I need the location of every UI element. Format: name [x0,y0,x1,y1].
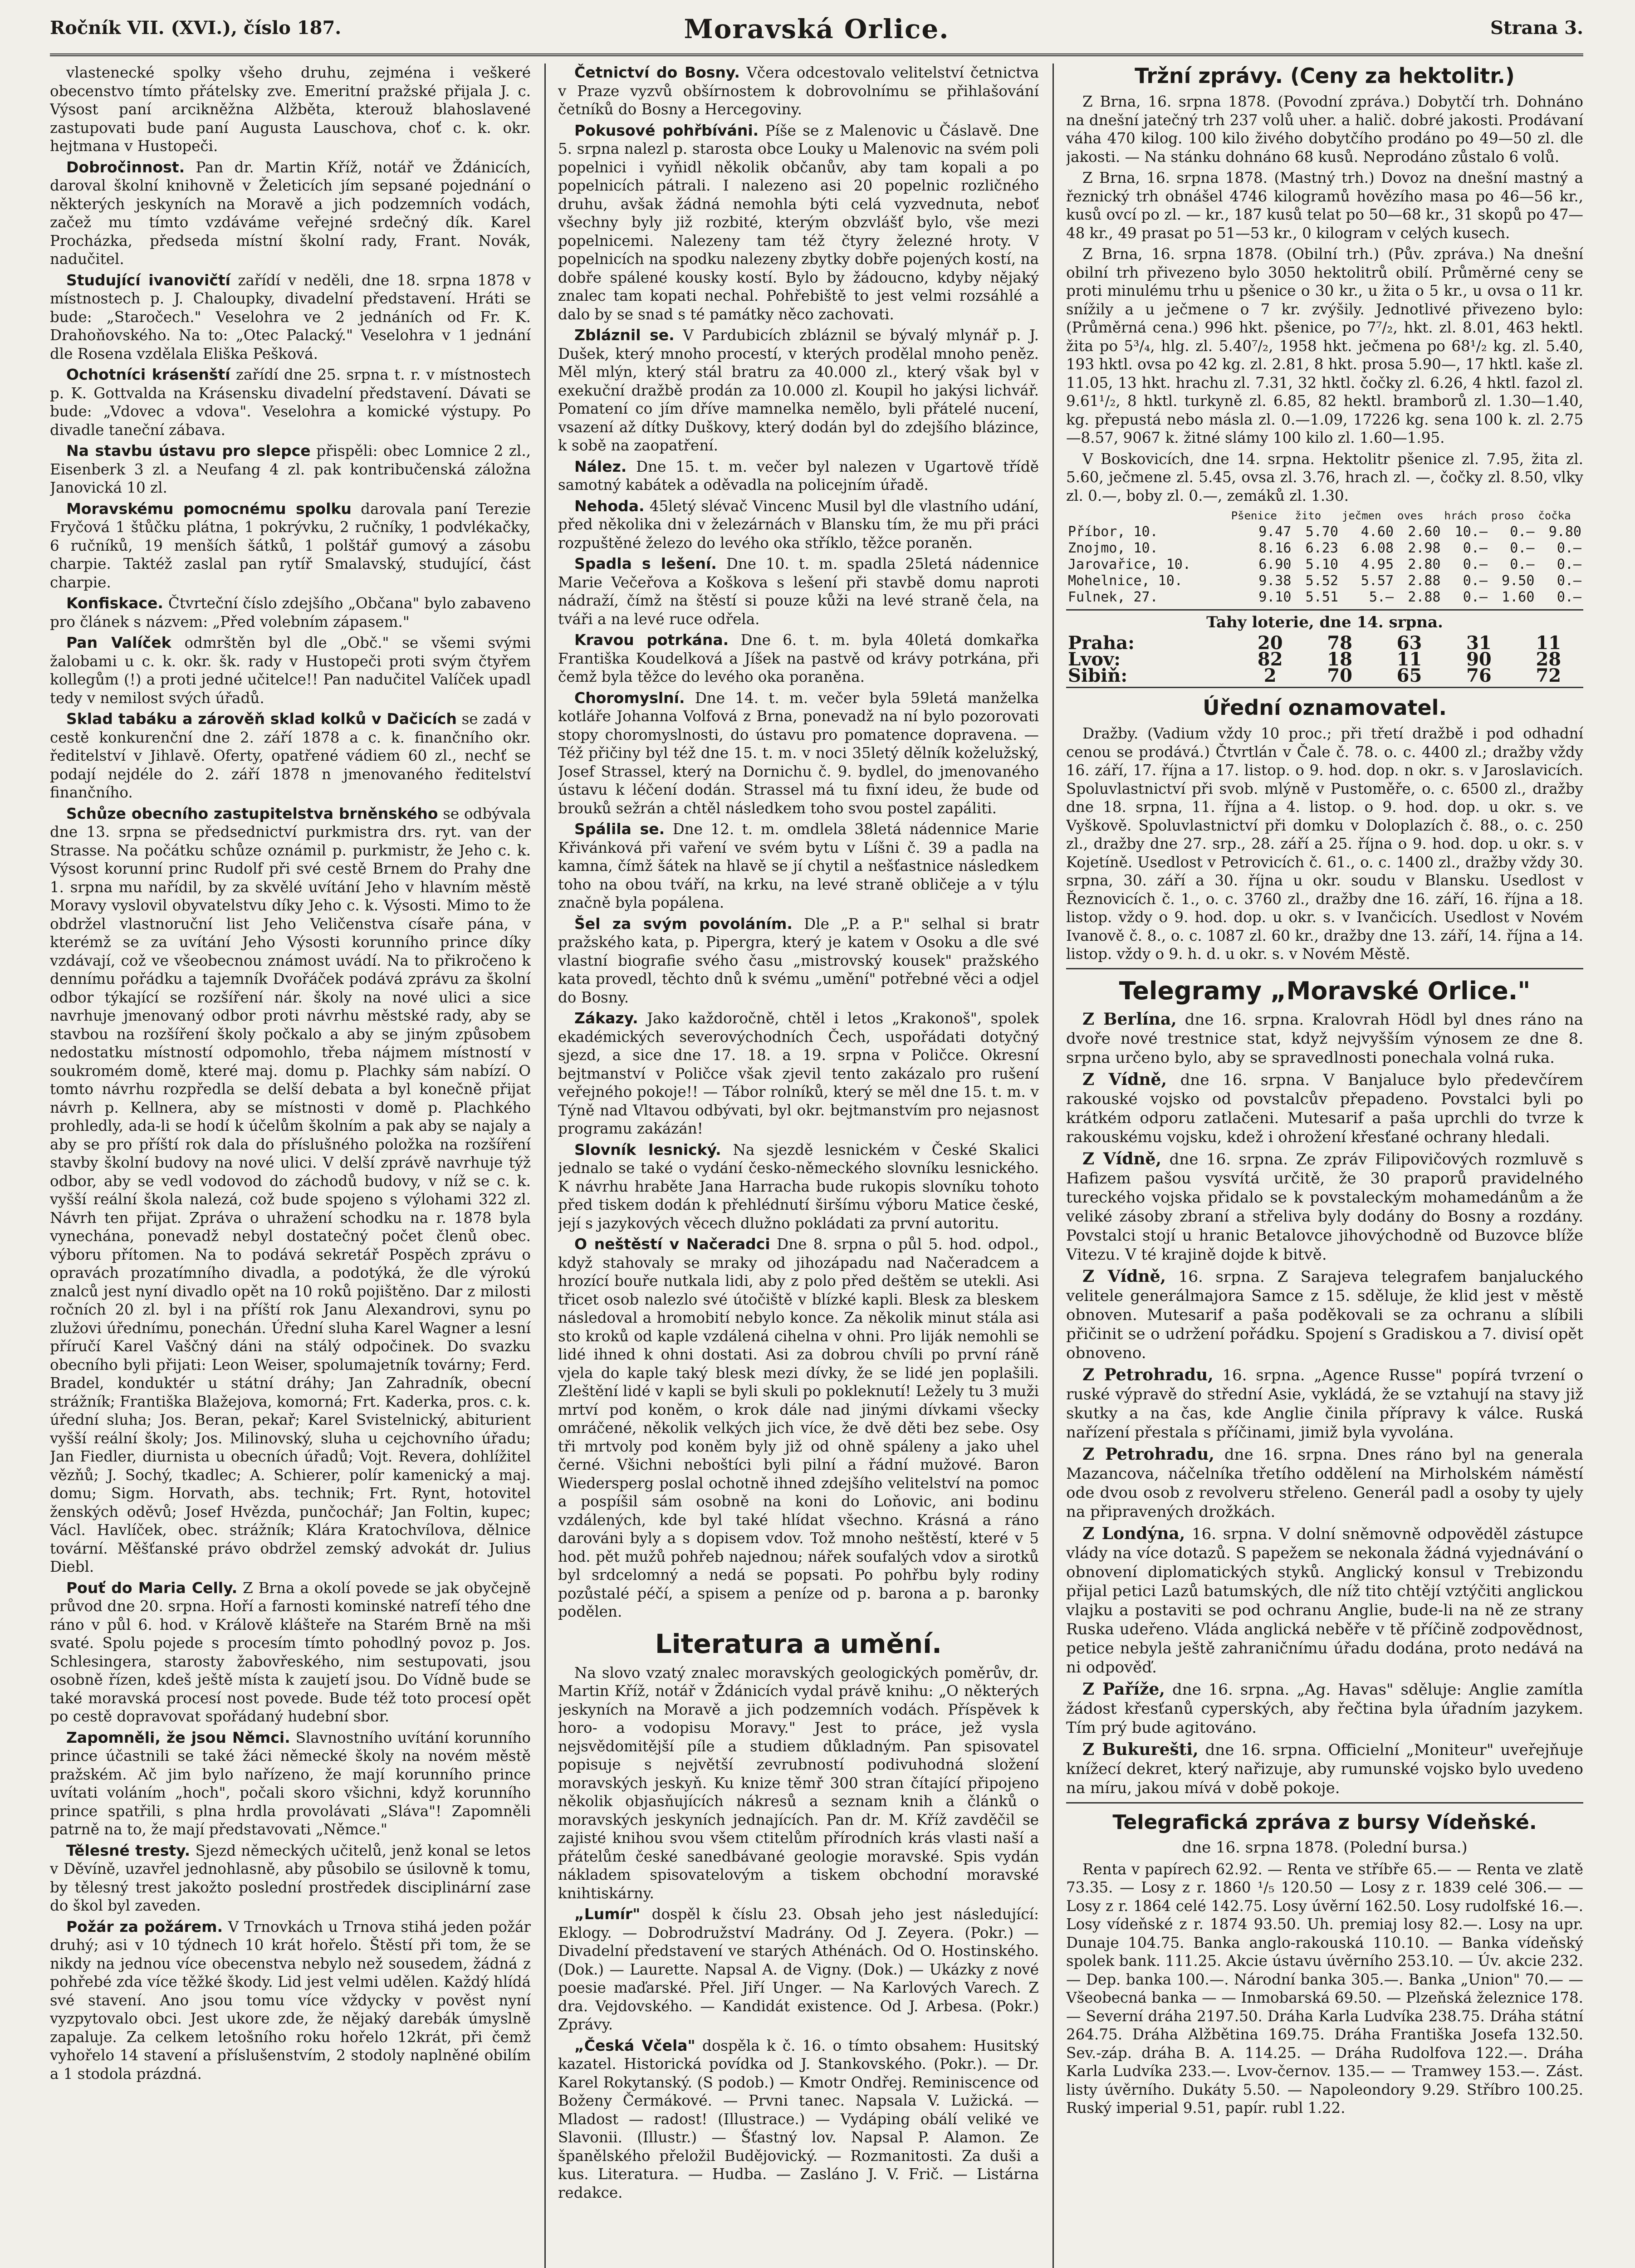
table-row [1066,557,1583,573]
article [50,710,531,802]
telegram-origin: Z Paříže, [1082,1679,1165,1699]
article-text: Dne 14. t. m. večer byla 59letá manželka kotláře Johanna Volfová z Brna, ponevadž na ní bylo pozorovati stopy choromyslnosti, do ústavu pro pomatence dopravena. — Též přičiny byl též dne 15. t. m. v noci 35letý dělník koželužský, Josef Strassel, který na Dornichu č. 9. bydlel, do jmenovaného ústavu k léčení dodán. Strassel má tu fixní ideu, že bude od brouků sežrán a chtěl následkem toho svou postel zapáliti. [558,689,1039,817]
article-text: přispěli: obec Lomnice 2 zl., Eisenberk 3 zl. a Neufang 4 zl. pak kontribučenská záložna Janovická 10 zl. [50,442,531,496]
article [50,442,531,497]
table-header: hrách [1444,509,1477,522]
section-title: Literatura a umění. [655,1628,942,1659]
article-heading: O neštěstí v Načeradci [574,1235,770,1253]
lottery-title: Tahy loterie, dne 14. srpna. [1206,613,1443,631]
article [558,631,1039,686]
table-cell: 5.52 [1305,573,1338,589]
article [50,1918,531,2083]
lottery-number: 20 [1257,632,1283,654]
article-text: zařídí v neděli, dne 18. srpna 1878 v místnostech p. J. Chaloupky, divadelní představení. Hráti se bude: „Staročech." Veselohra ve 2 jednáních od Fr. K. Drahoňovského. Na to: „Otec Palacký." Veselohra v 1 jednání dle Rosena vzdělala Eliška Pešková. [50,271,531,362]
article-heading: Pokusové pohřbíváni. [574,121,759,139]
bourse-title: Telegrafická zpráva z bursy Vídeňské. [1112,1810,1537,1834]
table-cell: 4.95 [1361,557,1394,572]
column-divider [1052,64,1054,2268]
article-heading: Zapomněli, že jsou Němci. [66,1728,290,1746]
telegram-origin: Z Vídně, [1082,1266,1166,1286]
telegram-origin: Z Petrohradu, [1082,1444,1214,1464]
article-text: Dne 15. t. m. večer byl nalezen v Ugartově třídě samotný kabátek a oděvadla na policejním úřadě. [558,458,1039,494]
newspaper-title: Moravská Orlice. [684,14,950,44]
telegram [1066,1680,1583,1737]
lottery-number: 72 [1536,665,1562,686]
article-text: V Trnovkách u Trnova stihá jeden požár druhý; asi v 10 týdnech 10 krát hořelo. Štěstí při tom, že se nikdy na jednou více obecenstva nebylo než sousedem, žádná z pohřebé zda více těžké škody. Lid jest velmi udělen. Každý hlídá své stavení. Ano jsou tomu více vždycky v pověst nyní vyzpytovalo obci. Jest ukore zde, že nějaký darebák úmyslně zapaluje. Za celkem letošního roku hořelo 12krát, při čemž vyhořelo 14 stavení a příslušenstvím, 2 stodoly naplněné obilím a 1 stodola prázdná. [50,1918,531,2082]
table-cell: 2.80 [1408,557,1441,572]
telegram-text: 16. srpna. V dolní sněmovně odpověděl zástupce vlády na více dotazů. S papežem se nekonala žádná vyjednávání o obnovení diplomatických styků. Anglický konsul v Trebizondu přijal petici Lazů batumských, dle níž tito chtějí vztýčiti anglickou vlajku a postaviti se pod ochranu Anglie, bude-li na ně ze strany Ruska udeřeno. Vláda anglická neběře v tě příčině zodpovědnost, petice nebyla ještě zahraničnímu úřadu dodána, proto nedává na ni odpověď. [1066,1525,1583,1677]
article-heading: Moravskému pomocnému spolku [66,499,352,518]
article-heading: Dobročinnost. [66,158,185,176]
article-heading: Konfiskace. [66,594,163,612]
article-text: Dne 10. t. m. spadla 25letá nádennice Marie Večeřova a Koškova s lešení při stavbě domu naproti nádraží, čímž na štěstí si pouze kůži na levé straně čela, na tváři a na levé ruce odřela. [558,555,1039,628]
lottery-number: 65 [1396,665,1422,686]
article [50,1842,531,1915]
telegram-text: dne 16. srpna. Kralovrah Hödl byl dnes ráno na dvoře nové trestnice stat, když nejvyšším výnosem ze dne 8. srpna určeno bylo, aby se spravedlnosti ponechala volná ruka. [1066,1010,1583,1067]
table-cell: 6.23 [1305,540,1338,556]
article-text: 45letý slévač Vincenc Musil byl dle vlastního udání, před několika dni v železárnách v Blansku tím, že mu při práci rozpuštěné železo do levého oka stříklo, těžce poraněn. [558,497,1039,552]
article-text: darovala paní Terezie Fryčová 1 štůčku plátna, 1 pokrývku, 2 ručníky, 1 podvlékačky, 6 ručníků, 19 menších šátků, 1 polštář gumový a zásobu charpie. Taktéž zaslal pan rytíř Smalavský, studující, část charpie. [50,500,531,591]
article-heading: „Česká Včela" [574,2036,695,2054]
telegram-text: 16. srpna. „Agence Russe" popírá tvrzení o ruské výpravě do střední Asie, vykládá, že se vztahují na stavy již skutky a na čas, kde Anglie činila přípravy k válce. Ruská nařízení přestala s příčinami, jimiž byla vyvolána. [1066,1366,1583,1442]
lottery-number: 28 [1536,649,1562,670]
article-text: Dne 8. srpna o půl 5. hod. odpol., když stahovaly se mraky od jihozápadu nad Načeradcem a hrozící bouře nutkala lidi, aby z polo před deštěm se utekli. Asi třicet osob nalezlo své útočiště v blízké kapli. Blesk za bleskem následoval a hromobití nebylo konce. Za několik minut stála asi sto kroků od kaple vzdálená cihelna v ohni. Pro liják nemohli se lidé ihned k ohni dostati. Asi za dobrou chvíli po první ráně vjela do kaple taký blesk mezi dívky, že se lidé jen poplašili. Zleštění lidé v kapli se byli skuli po pokleknutí! Ležely tu 3 muži mrtví pod koněm, o krok dále nad jinými dívkami všecky omráčené, několik velkých jich více, že dvě děti bez sebe. Osy tři mrtvoly pod koněm byly již od ohně spáleny a jako uhel černé. Všichni neboštíci byli pilní a řádní mužové. Baron Wiedersperg poslal ochotně ihned zdejšího velitelství na pomoc a pospíšil sám osobně na koni do Loňovic, ani bodinu vzdálených, kde byl také hlídat všechno. Krásná a ráno darováni byly a s dopisem vdov. Tož mnoho neštěstí, které v 5 hod. pět mužů pohřeb najednou; nářek soufalých vdov a sirotků byl srdcelomný a nedá se popsati. Po pohřbu byly rodiny pozůstalé péčí, a spisem a peníze od p. barona a p. baronky podělen. [558,1236,1039,1620]
table-cell: 2.60 [1408,524,1441,540]
market-report: V Boskovicích, dne 14. srpna. Hektolitr pšenice zl. 7.95, žita zl. 5.60, ječmene zl. 5.45, ovsa zl. 3.76, hrach zl. —, čočky zl. 8.50, vlky zl. 0.—, boby zl. 0.—, zemáků zl. 1.30. [1066,450,1583,504]
article [558,1235,1039,1621]
lottery-number: 82 [1257,649,1283,670]
table-cell: Fulnek, 27. [1068,589,1158,605]
article-heading: Pouť do Maria Celly. [66,1579,238,1597]
table-header: Pšenice [1231,509,1277,522]
market-reports-title: Tržní zprávy. (Ceny za hektolitr.) [1135,64,1515,88]
telegram [1066,1445,1583,1521]
lottery-number: 90 [1466,649,1492,670]
telegram-origin: Z Petrohradu, [1082,1365,1214,1384]
article-text: dospěl k číslu 23. Obsah jeho jest následující: Eklogy. — Dobrodružství Madrány. Od J. Zeyera. (Pokr.) — Divadelní představení ve starých Athénách. Od O. Hostinského. (Dok.) — Laurette. Napsal A. de Vigny. (Dok.) — Ukázky z nové poesie maďarské. Přel. Jiří Unger. — Na Karlových Varech. Z dra. Vejdovského. — Kandidát existence. Od J. Arbesa. (Pokr.) Zprávy. [558,1906,1039,2033]
article-text: Slavnostního uvítání korunního prince účastnili se také žáci německé školy na novém městě pražském. Ač jim bylo nařízeno, že mají korunního prince uvítati voláním „hoch", počali skoro všichni, když korunního prince spatřili, s plna hrdla provolávati „Sláva"! Zapomněli patrně na to, že mají představovati „Němce." [50,1729,531,1838]
bourse-subtitle: dne 16. srpna 1878. (Polední bursa.) [1182,1838,1468,1857]
lottery-city: Sibiň: [1068,665,1128,686]
lottery-city: Praha: [1068,632,1135,654]
table-cell: 0.— [1557,540,1581,556]
table-row [1066,540,1583,557]
table-cell: 0.— [1510,524,1535,540]
lottery-city: Lvov: [1068,649,1121,670]
table-cell: 0.— [1463,540,1488,556]
article [558,1141,1039,1233]
divider [1066,968,1583,969]
article-text: Dne 6. t. m. byla 40letá domkařka Františka Koudelková a Jíšek na pastvě od krávy potrkána, při čemž byla těžce do levého oka poraněna. [558,631,1039,685]
lottery-number: 78 [1327,632,1352,654]
telegram [1066,1524,1583,1677]
table-cell: 0.— [1510,540,1535,556]
article [50,634,531,707]
issue-info: Ročník VII. (XVI.), číslo 187. [50,17,342,39]
grain-price-table [1066,508,1583,606]
table-cell: 0.— [1557,557,1581,572]
table-cell: 2.98 [1408,540,1441,556]
divider [1066,1802,1583,1804]
table-cell: 0.— [1463,557,1488,572]
article-text: Čtvrteční číslo zdejšího „Občana" bylo zabaveno pro článek s názvem: „Před volebním zápasem." [50,595,531,631]
lottery-box [1066,609,1583,688]
table-header: žito [1295,509,1322,522]
table-row [1066,589,1583,606]
column-1 [50,64,531,2268]
article-heading: Zákazy. [574,1009,638,1027]
telegram-origin: Z Vídně, [1082,1149,1161,1168]
table-cell: 2.88 [1408,589,1441,605]
table-cell: 5.57 [1361,573,1394,589]
page-number: Strana 3. [1490,17,1583,39]
table-cell: 5.70 [1305,524,1338,540]
article [50,1579,531,1726]
table-header: čočka [1538,509,1571,522]
telegram [1066,1070,1583,1147]
table-cell: Znojmo, 10. [1068,540,1158,556]
telegrams [1066,1010,1583,1798]
article-heading: Spálila se. [574,820,665,838]
article-heading: Zbláznil se. [574,326,675,344]
market-report: Z Brna, 16. srpna 1878. (Mastný trh.) Dovoz na dnešní mastný a řeznický trh obnášel 4746 kilogramů hovězího masa po 46—56 kr., kusů ovcí po zl. — kr., 187 kusů telat po 50—68 kr., 31 skopů po 47—48 kr., 49 prasat po 51—53 kr., 0 kilogram v celých kusech. [1066,169,1583,242]
table-row [1066,524,1583,540]
article [558,915,1039,1007]
article-text: Na slovo vzatý znalec moravských geologických poměrův, dr. Martin Kříž, notář v Ždánicích vydal právě knihu: „O některých jeskyních na Moravě a jich podzemních vodách. Příspěvek k horo- a vodopisu Moravy." Jest to práce, jež vysla nejsvědomitější píle a studiem důkladným. Pan spisovatel popisuje s největší zevrubností podivuhodná složení moravských jeskyň. Ku knize těmř 300 stran čítající připojeno několik objasňujících nákresů a seznam knih a článků o moravských jeskyních jednajících. Pan dr. M. Kříž zavděčil se zajisté knihou svou všem ctitelům přírodních krás vlasti naší a přátelům české sanedbávané geologie moravské. Spis vydán nákladem spisovatelovým a tiskem obchodní moravské knihtiskárny. [558,1664,1039,1902]
article [50,805,531,1576]
table-cell: 9.10 [1258,589,1292,605]
article-text: Dle „P. a P." selhal si bratr pražského kata, p. Pipergra, který je katem v Osoku a dle své vlastní biografie svého času „mistrovský kousek" pražského kata provedl, těchto dnů k svému „umění" potřebné věci a odjel do Bosny. [558,915,1039,1006]
article [558,64,1039,119]
article-heading: Schůze obecního zastupitelstva brněnského [66,804,438,822]
table-header [1066,508,1229,524]
table-header: oves [1397,509,1424,522]
article-text: V Pardubicích zbláznil se bývalý mlynář p. J. Dušek, který mnoho procestí, v kterých prodělal mnoho peněz. Měl mlýn, který stál bratru za 40.000 zl., který však byl v exekuční dražbě prodán za 10.000 zl. Koupil ho jakýsi lichvář. Pomatení co jím dříve mamnelka nemělo, byli přátelé nucení, vsazení až dítky Duškovy, který dodán byl do zdejšího blázince, k sobě na zaopatření. [558,327,1039,454]
article-text: dospěla k č. 16. o tímto obsahem: Husitský kazatel. Historická povídka od J. Stankovského. (Pokr.). — Dr. Karel Rokytanský. (S podob.) — Kmotr Ondřej. Reminiscence od Boženy Čermákové. — Prvni tanec. Napsala V. Lužická. — Mladost — radost! (Illustrace.) — Vydáping obálí veliké ve Slavonii. (Illustr.) — Šťastný lov. Napsal P. Alamon. Ze španělského přeložil Budějovický. — Rozmanitosti. Za duši a kus. Literatura. — Hudba. — Zasláno J. V. Frič. — Listárna redakce. [558,2037,1039,2201]
table-cell: 0.— [1557,573,1581,589]
market-report: Z Brna, 16. srpna 1878. (Povodní zpráva.) Dobytčí trh. Dohnáno na dnešní jatečný trh 237 volů uher. a halič. dobré jakosti. Prodávaní váha 470 kilog. 100 kilo živého dobytčího prodáno po 49—50 zl. dle jakosti. — Na stánku dohnáno 68 kusů. Neprodáno zůstalo 6 volů. [1066,93,1583,166]
market-report: Z Brna, 16. srpna 1878. (Obilní trh.) (Pův. zpráva.) Na dnešní obilní trh přivezeno bylo 3050 hektolitrů obilí. Průměrné ceny se proti minulému trhu u pšenice o 30 kr., u žita o 5 kr., u ovsa o 11 kr. snížily a u ječmene o 7 kr. zvýšily. Jednotlivé přivezeno bylo: (Průměrná cena.) 996 hkt. pšenice, po 7⁷/₂, hkt. zl. 8.01, 463 hektl. žita po 5³/₄, hlg. zl. 5.40⁷/₂, 1958 hkt. ječmena po 68¹/₂ kg. zl. 5.40, 193 hktl. ovsa po 42 kg. zl. 2.81, 8 hkt. prosa 5.90—, 17 hktl. kaše zl. 11.05, 13 hkt. hrachu zl. 7.31, 32 hktl. čočky zl. 6.26, 4 hktl. fazol zl. 9.61¹/₂, 8 hktl. turkyně zl. 6.85, 82 hektl. bramborů zl. 1.30—1.40, kg. přepustá nebo másla zl. 0.—1.09, 17226 kg. sena 100 k. zl. 2.75—8.57, 9067 k. žitné slámy 100 kilo zl. 1.60—1.95. [1066,245,1583,446]
telegram-text: 16. srpna. Z Sarajeva telegrafem banjaluckého velitele generálmajora Samce z 15. sděluje, že klid jest v městě obnoven. Mutesarif a paša poděkovali se za ochranu a slíbili přičinit se o udržení pořádku. Spojení s Gradiskou a 7. divisí opět obnoveno. [1066,1267,1583,1362]
running-header [50,13,1583,54]
article [558,458,1039,494]
article [558,2037,1039,2202]
article-heading: Studující ivanovičtí [66,271,230,289]
article-text: se zadá v cestě konkurenční dne 2. září 1878 a c. k. finančního okr. ředitelství v Jihlavě. Oferty, opatřené vádiem 60 zl., nechť se podají nejdéle do 2. září 1878 n jmenovaného ředitelství finančního. [50,710,531,801]
article [558,1009,1039,1138]
lottery-row [1066,651,1583,668]
lottery-number: 11 [1396,649,1422,670]
article-text: odmrštěn byl dle „Obč." se všemi svými žalobami u c. k. okr. šk. rady v Hustopeči proti svým čtyřem kollegům (!) a proti jedné učitelce!! Pan nadučitel Valíček upadl tedy v nemilost svých úřadů. [50,634,531,707]
table-cell: 0.— [1463,589,1488,605]
article-heading: Nehoda. [574,497,645,515]
table-cell: 5.10 [1305,557,1338,572]
article [50,1729,531,1839]
telegram-text: dne 16. srpna. Officielní „Moniteur" uveřejňuje knížecí dekret, který nařizuje, aby rumunské vojsko bylo uvedeno na míru, jakou mívá v době pokoje. [1066,1740,1583,1797]
article [50,64,531,156]
article-heading: Tělesné tresty. [66,1841,191,1859]
article-heading: Slovník lesnický. [574,1140,721,1158]
article [50,158,531,269]
table-header: proso [1491,509,1524,522]
column-3 [1066,64,1583,2268]
table-cell: 0.— [1557,589,1581,605]
telegrams-title: Telegramy „Moravské Orlice." [1119,976,1531,1005]
article-heading: Četnictví do Bosny. [574,64,740,81]
article [558,1905,1039,2034]
header-rule [50,54,1583,56]
article-text: Dne 12. t. m. omdlela 38letá nádennice Marie Křivánková při vaření ve svém bytu v Líšni č. 39 a padla na kamna, čímž šátek na hlavě se jí chytil a nešťastnice následkem toho na obou tváří, na krku, na levé straně obličeje a v týlu značně byla popálena. [558,821,1039,911]
telegram-text: dne 16. srpna. V Banjaluce bylo předevčírem rakouské vojsko od povstalcův přepadeno. Povstalci byli po krátkém odporu zatlačeni. Mutesarif a paša uprchli do tvrze k rakouskému vojsku, kdež i ohrožení křesťané ochrany hledali. [1066,1070,1583,1146]
article-heading: Kravou potrkána. [574,631,729,649]
table-header: ječmen [1341,509,1381,522]
table-cell: 5.51 [1305,589,1338,605]
article [558,497,1039,552]
table-cell: 2.88 [1408,573,1441,589]
article-heading: Ochotníci krásenští [66,366,230,383]
article [558,555,1039,628]
lottery-number: 31 [1466,632,1492,654]
telegram-origin: Z Bukurešti, [1082,1740,1199,1759]
article-heading: Šel za svým povoláním. [574,914,793,933]
table-cell: 0.— [1463,573,1488,589]
table-cell: 4.60 [1361,524,1394,540]
article-heading: Nález. [574,457,627,475]
table-row [1066,573,1583,589]
table-cell: 9.50 [1502,573,1535,589]
table-cell: 0.— [1510,557,1535,572]
table-cell: 10.— [1454,524,1488,540]
official-notices-text: Dražby. (Vadium vždy 10 proc.; při třetí dražbě i pod odhadní cenou se prodává.) Čtvrtlán v Čale č. 78. o. c. 4400 zl.; dražby vždy 16. září, 17. října a 17. listop. o 9. hod. dop. n okr. s. v Jaroslavicích. Spoluvlastnictví při svob. mlýně v Pustoměře, o. c. 6500 zl., dražby dne 18. srpna, 11. října a 4. listop. o 9. hod. dop. u okr. s. ve Vyškově. Spoluvlastnictví při domku v Doloplazích č. 88., o. c. 250 zl., dražby dne 27. srp., 28. září a 25. října o 9. hod. dop. u okr. s. v Kojetíně. Usedlost v Petrovicích č. 61., o. c. 1400 zl., dražby vždy 30. srpna, 30. září a 30. října u okr. soudu v Blansku. Usedlost v Řeznovicích č. 1., o. c. 3760 zl., dražby dne 16. září, 16. října a 18. listop. vždy o 9. hod. dop. u okr. s. v Ivančicích. Usedlost v Novém Ivanově č. 8., o. c. 1087 zl. 60 kr., dražby dne 13. září, 14. října a 14. listop. vždy o 9. h. d. u okr. s. v Novém Městě. [1066,725,1583,963]
table-cell: Příbor, 10. [1068,524,1158,540]
table-cell: 9.47 [1258,524,1292,540]
table-cell: 9.80 [1548,524,1581,540]
lottery-row [1066,668,1583,684]
article-heading: Choromyslní. [574,689,685,707]
article-heading: Pan Valíček [66,634,171,651]
article-heading: Sklad tabáku a zárověň sklad kolků v Dačicích [66,710,457,728]
article-text: Pan dr. Martin Kříž, notář ve Ždánicích, daroval školní knihovně v Želeticích jím sepsané pojednání o některých jeskyních na Moravě a jich podzemních vodách, začež mu tímto vzdáváme veřejné srdečný dík. Karel Procházka, předseda místní školní rady, Frant. Novák, nadučitel. [50,158,531,268]
telegram-origin: Z Vídně, [1082,1070,1167,1089]
article-text: Včera odcestovalo velitelství četnictva v Praze vyzvů obšírnostem k dobrovolnímu se přihlašování četníků do Bosny a Hercegoviny. [558,64,1039,118]
official-notices-title: Úřední oznamovatel. [1203,695,1447,720]
table-cell: 5.— [1369,589,1394,605]
table-cell: Jarovařice, 10. [1068,557,1191,572]
article-text: Sjezd německých učitelů, jenž konal se letos v Děvíně, uzavřel jednohlasně, aby působilo se úsilovně k tomu, by tělesný trest jakožto poslední prostředek disciplinární zase do škol byl zaveden. [50,1842,531,1914]
telegram-text: dne 16. srpna. Ze zpráv Filipovičových rozmluvě s Hafizem pašou vysvítá určitě, že 30 praporů pravidelného tureckého vojska přidalo se k povstaleckým mohamedánům a že veliké zásoby zbraní a střeliva byly dodány do Bosny a rozdány. Povstalci stojí u hranic Betalovce jihovýchodně od Buzovce blíže Vitezu. V té krajině dojde k bitvě. [1066,1150,1583,1264]
telegram [1066,1740,1583,1798]
article-heading: Na stavbu ústavu pro slepce [66,442,311,459]
table-cell: 1.60 [1502,589,1535,605]
article-heading: „Lumír" [574,1905,641,1923]
telegram [1066,1010,1583,1067]
article-text: Na sjezdě lesnickém v České Skalici jednalo se také o vydání česko-německého slovníku lesnického. K návrhu hraběte Jana Harracha bude rukopis slovníku tohoto před tiskem dodán k přehlédnutí širšímu výboru Matice české, její s jazykových věcech dlužno pokládati za první autoritu. [558,1141,1039,1232]
bourse-text: Renta v papírech 62.92. — Renta ve stříbře 65.— — Renta ve zlatě 73.35. — Losy z r. 1860 ¹/₅ 120.50 — Losy z r. 1839 celé 306.— — Losy z r. 1864 celé 142.75. Losy úvěrní 162.50. Losy rudolfské 16.—. Losy vídeňské z r. 1874 93.50. Uh. premiaj losy 82.—. Losy na upr. Dunaje 104.75. Banka anglo-rakouská 110.10. — Banka vídeňský spolek bank. 111.25. Akcie ústavu úvěrního 253.10. — Úv. akcie 232.— Dep. banka 100.—. Národní banka 305.—. Banka „Union" 70.— — Všeobecná banka — — Inmobarská 69.50. — Plzeňská železnice 178.— Severní dráha 2197.50. Dráha Karla Ludvíka 238.75. Dráha státní 264.75. Dráha Alžbětina 169.75. Dráha Františka Josefa 132.50. Sev.-záp. dráha B. A. 114.25. — Dráha Rudolfova 122.—. Dráha Karla Ludvíka 233.—. Lvov-černov. 135.— — Tramwey 153.—. Zást. listy úvěrního. Dukáty 5.50. — Napoleondory 9.29. Stříbro 100.25. Ruský imperial 9.51, papír. rubl 1.22. [1066,1860,1583,2116]
lottery-number: 2 [1263,665,1277,686]
lottery-row [1066,635,1583,651]
telegram-text: dne 16. srpna. Dnes ráno byl na generala Mazancova, náčelníka třetího oddělení na Mirholském náměstí ode dvou osob z revolveru střeleno. Generál padl a osoby ty ujely na připravených drožkách. [1066,1445,1583,1521]
article-heading: Požár za požárem. [66,1917,223,1936]
telegram [1066,1267,1583,1363]
article [558,820,1039,912]
article [558,689,1039,818]
lottery-number: 18 [1327,649,1352,670]
telegram [1066,1149,1583,1264]
article-text: zařídí dne 25. srpna t. r. v místnostech p. K. Gottvalda na Krásensku divadelní představení. Dávati se bude: „Vdovec a vdova". Veselohra a komické výstupy. Po divadle taneční zábava. [50,366,531,439]
telegram [1066,1365,1583,1442]
article-heading: Spadla s lešení. [574,555,717,572]
lottery-number: 11 [1536,632,1562,654]
article [558,122,1039,324]
market-reports [1066,93,1583,505]
telegram-origin: Z Berlína, [1082,1009,1177,1029]
article [558,326,1039,455]
lottery-number: 76 [1466,665,1492,686]
table-cell: 6.08 [1361,540,1394,556]
table-cell: 9.38 [1258,573,1292,589]
table-cell: Mohelnice, 10. [1068,573,1183,589]
lottery-number: 70 [1327,665,1352,686]
column-divider [544,64,546,2268]
article [50,594,531,631]
article-text: se odbývala dne 13. srpna se předsednictví purkmistra drs. ryt. van der Strasse. Na počátku schůze oznámil p. purkmistr, že Jeho c. k. Výsost korunní princ Rudolf při své cestě Brnem do Prahy dne 1. srpna mu nařídil, by za skvělé uvítání Jeho v hlavním městě Moravy vyslovil obyvatelstvu díky Jeho c. k. Výsosti. Mimo to že obdržel vlastnoruční list Jeho Veličenstva císaře pána, v kterémž se za uvítání Jeho Výsosti korunního prince díky vzdávají, což ve všeobecnou známost uvádí. Na to přikročeno k dennímu pořádku a tajemník Dvořáček podává zprávu za školní odbor týkající se rozšíření nár. školy na nové ulici a sice navrhuje jmenovaný odbor proti návrhu městské rady, aby se stavbou na rozšíření školy počkalo a aby se jiným způsobem nedostatku místností odpomohlo, třeba nájmem místností v soukromém domě, které maj. domu p. Plachky sám nabízí. O tomto návrhu rozpředla se delší debata a byl konečně přijat návrh p. Kellnera, aby se místnosti v domě p. Plachkého prohledly, ada-li se hodí k účelům školním a pak aby se najaly a aby se pro příští rok dala do příslušného položka na rozšíření stavby školní budovy na nové ulici. V delší zprávě navrhuje týž odbor, aby se vedl vodovod do záchodů budovy, v níž se c. k. vyšší reální škola nalezá, což bude spojeno s výlohami 322 zl. Návrh ten přijat. Zpráva o uhražení schodku na r. 1878 byla vynechána, ponevadž nebyl dostatečný počet členů obec. výboru přítomen. Na to podává sekretář Pospěch zprávu o opravách prozatímního divadla, a podotýká, že dle výrokú znalců jest nyní divadlo opět na 10 roků pojištěno. Dar z milosti ročních 20 zl. byl i na příští rok Janu Alexandrovi, synu po zlužovi úřednímu, ponechán. Úřední sluha Karel Wagner a lesní příručí Karel Vaščný dáni na stálý odpočinek. Do svazku obecního byli přijati: Leon Weiser, spolumajetník továrny; Ferd. Bradel, konduktér u státní dráhy; Jan Zahradník, obecní strážník; Františka Blažejova, komorná; Frt. Kaderka, pros. c. k. úřední sluha; Jos. Beran, pekař; Karel Svistelnický, abiturient vyšší reální školy; Jos. Milinovský, sluha u cejchovního úřadu; Jan Fiedler, diurnista u obecních úřadů; Vojt. Revera, dohlížitel vězňů; J. Sochý, tkadlec; A. Schierer, polír kamenický a maj. domu; Sigm. Horvath, abs. technik; Frt. Rynt, hotovitel ženských oděvů; Josef Hvězda, punčochář; Jan Foltin, kupec; Václ. Havlíček, obec. strážník; Klára Kratochvílova, dělnice tovární. Měšťanské právo obdržel zemský advokát dr. Julius Diebl. [50,805,531,1575]
column-2 [558,64,1039,2268]
article [50,500,531,592]
table-cell: 6.90 [1258,557,1292,572]
article-text: Jako každoročně, chtěl i letos „Krakonoš", spolek ekadémických severovýchodních Čech, uspořádati dotyčný sjezd, a sice dne 17. 18. a 19. srpna v Poličce. Okresní bejtmanství v Poličce však zjevil tento zakázalo pro rušení veřejného pokoje!! — Tábor rolníků, který se měl dne 15. t. m. v Týně nad Vltavou odbývati, byl okr. bejtmanstvím pro nejasnost programu zakázán! [558,1010,1039,1137]
lottery-number: 63 [1396,632,1422,654]
article [558,1664,1039,1903]
article-text: Z Brna a okolí povede se jak obyčejně průvod dne 20. srpna. Hoří a farnosti kominské natrefí tého dne ráno v půl 6. hod. v Králově klášteře na Starém Brně na mši svaté. Spolu pojede s procesím tímto pohodlný povoz p. Jos. Schlesingera, starosty žabovřeského, nim sestupovati, jsou osobně řízen, kdeš ještě místa k zaujetí jsou. Do Vídně bude se také moravská procesí nost povede. Bude též toto procesí opět po cestě dopravovat spořádaný hudební sbor. [50,1579,531,1725]
article [50,366,531,439]
lottery-table [1066,632,1583,686]
article [50,271,531,363]
telegram-origin: Z Londýna, [1082,1524,1185,1543]
article-text: Píše se z Malenovic u Čáslavě. Dne 5. srpna nalezl p. starosta obce Louky u Malenovic na svém poli popelnici i vyňidl několik občanův, aby tam kopali a po popelnicích pátrali. I nalezeno asi 20 popelnic rozličného druhu, avšak žádná nemohla býti celá vyzvednuta, neboť všechny byly již rozbité, kterým obzvlášť bylo, vše mezi popelnicemi. Nalezeny tam též čtyry železné hroty. V popelnicích na spodku nalezeny zbytky dobře pojených kostí, na dobře spálené kousky kostí. Bylo by žádoucno, kdyby nějaký znalec tam kopati nechal. Pohřebiště to jest velmi rozsáhlé a dalo by se snad s té památky něco zachovati. [558,122,1039,323]
article-text: vlastenecké spolky všeho druhu, zejména i veškeré obecenstvo tímto přátelsky zve. Emeritní pražské přijala J. c. Výsost paní arcikněžna Alžběta, kterouž blahoslavené zastupovati bude paní Augusta Lauschova, choť c. k. okr. hejtmana v Hustopeči. [50,64,531,155]
telegram-text: dne 16. srpna. „Ag. Havas" sděluje: Anglie zamítla žádost křesťanů cyperských, aby řečtina byla úřadním jazykem. Tím prý bude agitováno. [1066,1680,1583,1737]
table-cell: 8.16 [1258,540,1292,556]
